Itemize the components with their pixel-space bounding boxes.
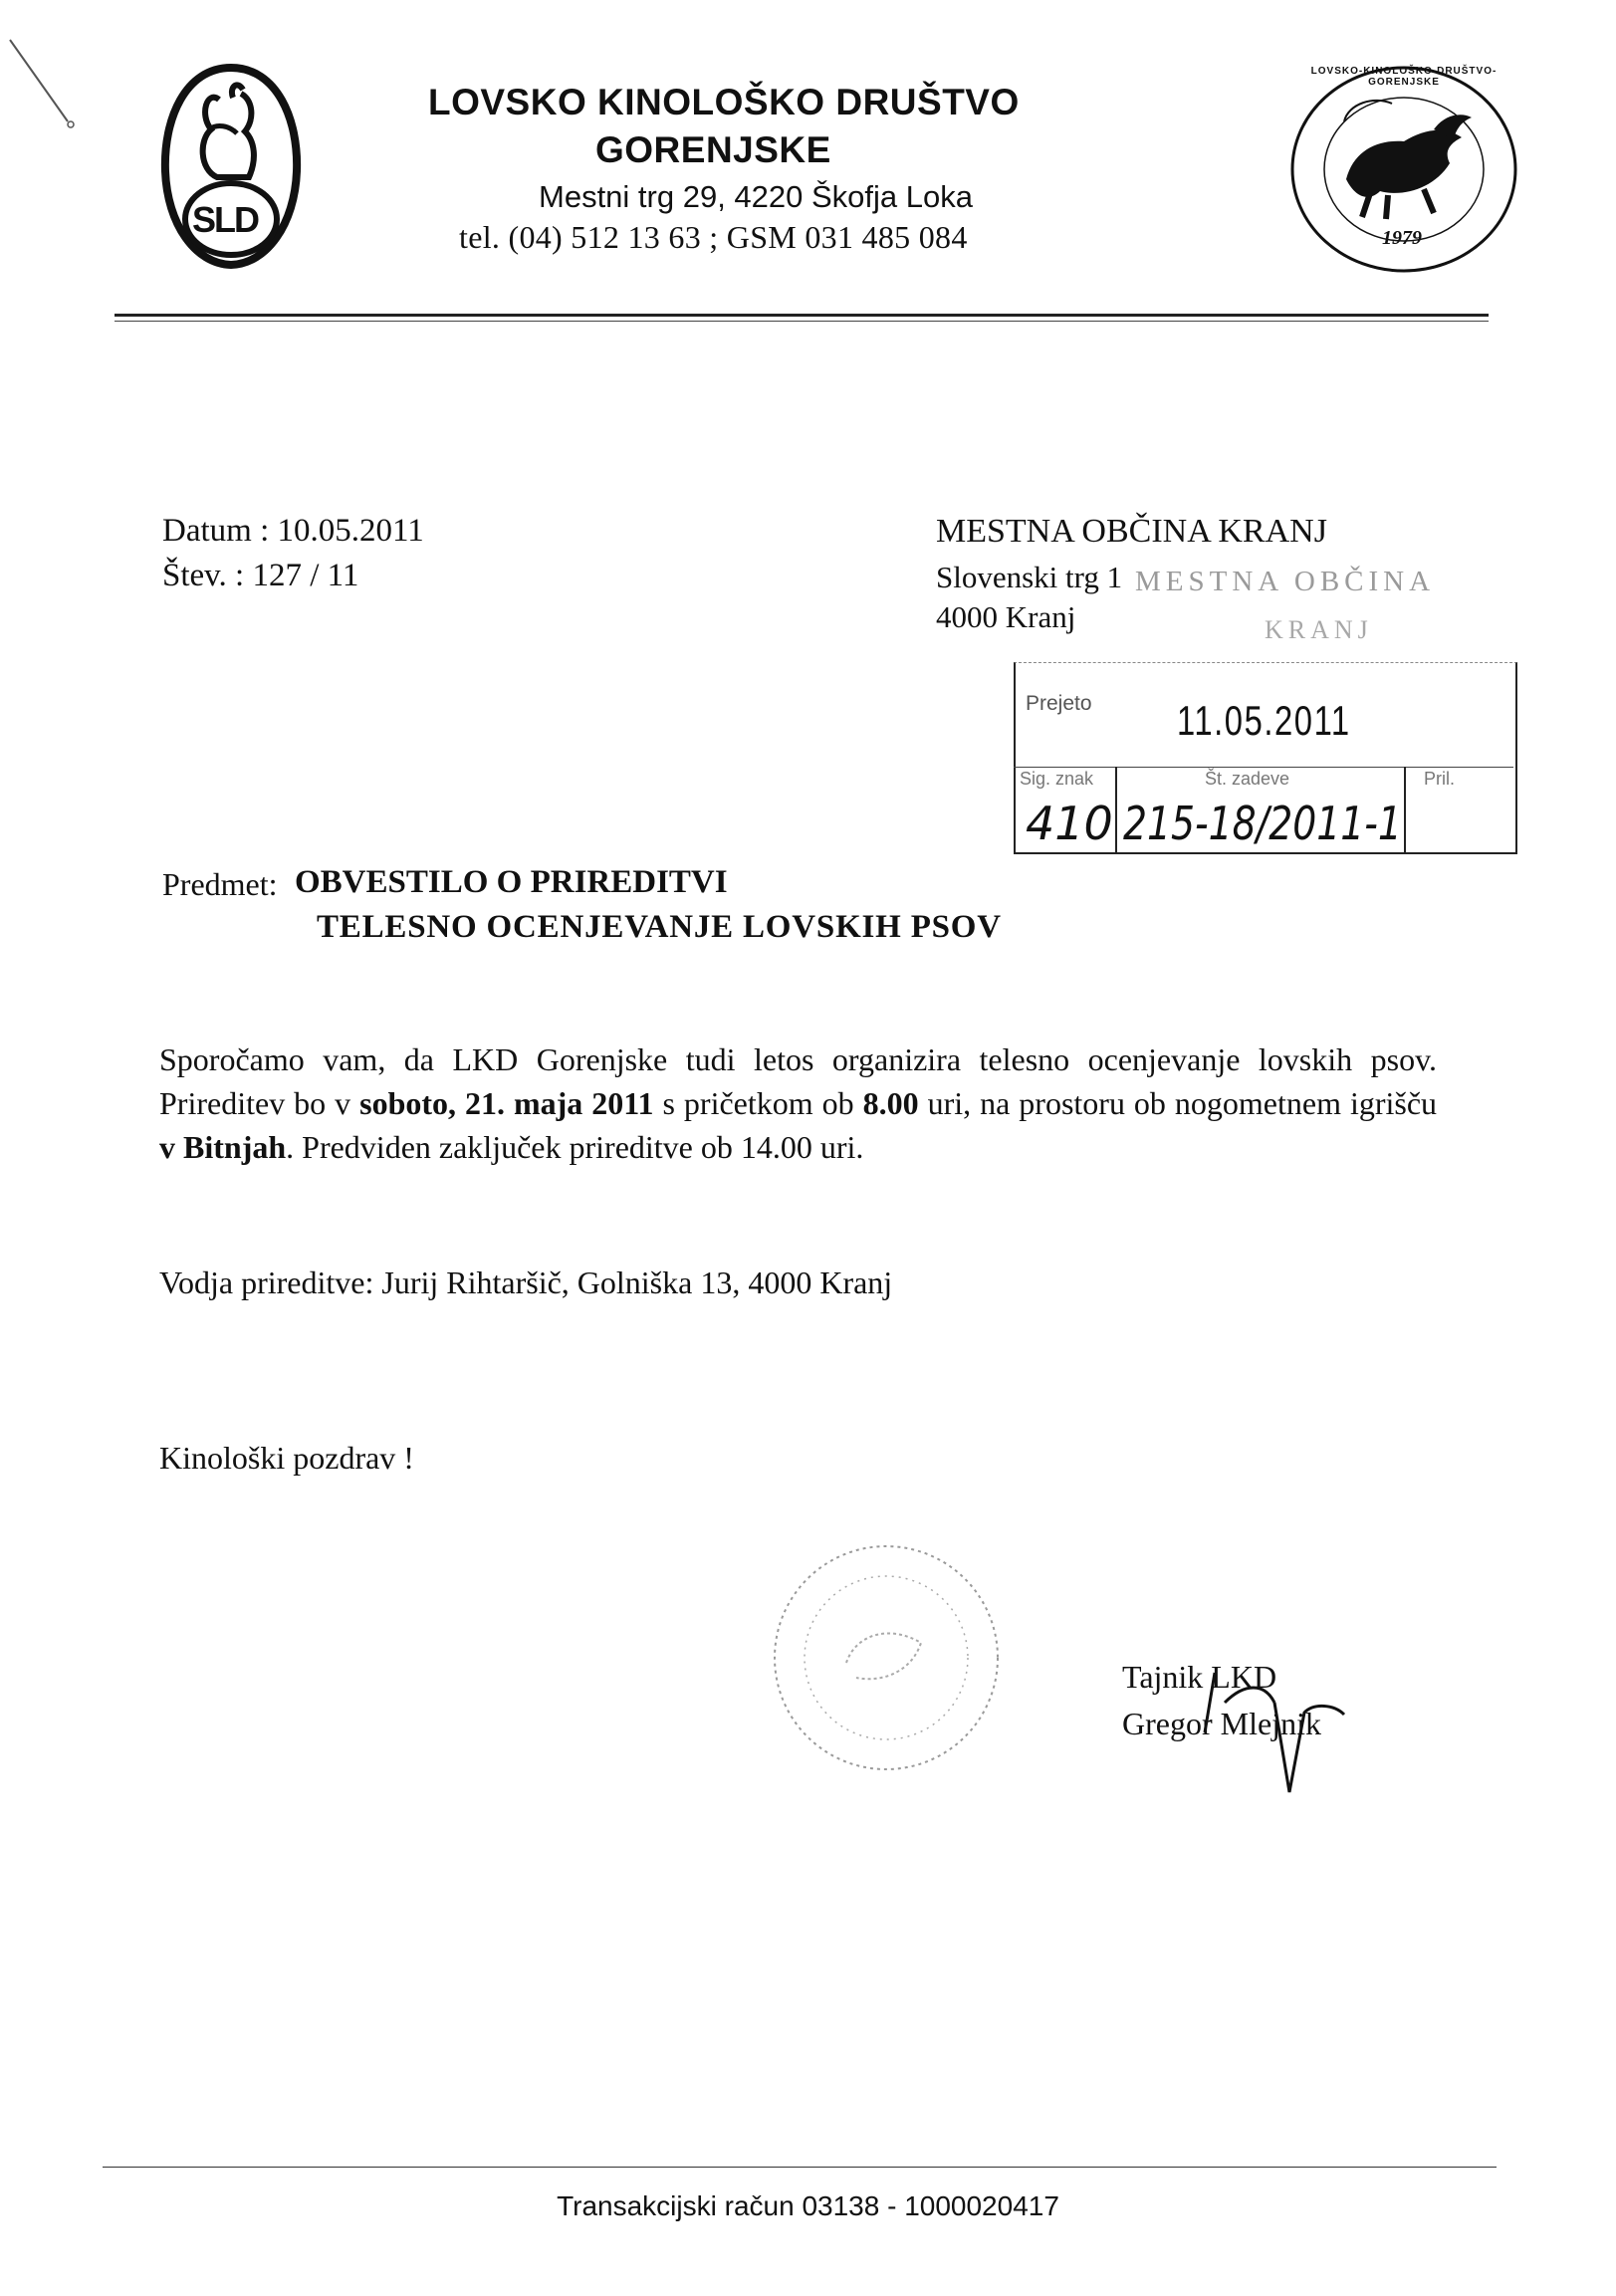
faint-round-stamp-icon [762,1533,1011,1782]
lkd-round-logo [1284,60,1523,279]
signature-name: Gregor Mlejnik [1122,1706,1321,1741]
received-date: 11.05.2011 [1177,697,1351,744]
subject-line2: TELESNO OCENJEVANJE LOVSKIH PSOV [317,909,1002,945]
received-label: Prejeto [1026,692,1092,715]
header-rule-thin [115,321,1489,322]
round-logo-ring-text: LOVSKO-KINOLOŠKO-DRUŠTVO-GORENJSKE [1310,66,1498,88]
org-name-line1: LOVSKO KINOLOŠKO DRUŠTVO [428,82,1020,122]
subject-label: Predmet: [162,866,278,902]
footer-rule [103,2167,1497,2168]
received-stamp-divider [1014,767,1513,768]
chamois-emblem-icon [159,60,304,274]
document-date: Datum : 10.05.2011 [162,513,424,549]
body-text-bold-time: 8.00 [862,1085,919,1121]
handwritten-signature-icon [1195,1643,1374,1812]
greeting: Kinološki pozdrav ! [159,1440,414,1476]
org-address: Mestni trg 29, 4220 Škofja Loka [539,179,973,214]
received-col1-label: Sig. znak [1020,769,1094,789]
org-name-line2: GORENJSKE [595,129,831,170]
round-logo-year: 1979 [1382,227,1422,249]
recipient-city: 4000 Kranj [936,599,1076,634]
body-text-bold-place: v Bitnjah [159,1129,287,1165]
received-stamp-col-line [1115,767,1117,853]
received-col1-handwritten: 410 [1026,797,1113,850]
body-text-run: s pričetkom ob [653,1085,863,1121]
recipient-name: MESTNA OBČINA KRANJ [936,513,1327,550]
received-col2-handwritten: 215-18/2011-1 [1123,797,1402,850]
body-text-run: . Predviden zaključek prireditve ob 14.00 uri. [286,1129,864,1165]
recipient-street: Slovenski trg 1 [936,560,1123,594]
document-number: Štev. : 127 / 11 [162,558,359,593]
faded-stamp-line1: MESTNA OBČINA [1135,566,1436,597]
signature-title: Tajnik LKD [1122,1659,1277,1695]
body-text-run: uri, na prostoru ob nogometnem igrišču [918,1085,1438,1121]
sld-logo [159,60,304,274]
org-phone: tel. (04) 512 13 63 ; GSM 031 485 084 [459,219,968,255]
received-col3-label: Pril. [1424,769,1455,789]
body-text-bold-date: soboto, 21. maja 2011 [359,1085,654,1121]
faded-stamp-line2: KRANJ [1265,615,1373,644]
subject-line1: OBVESTILO O PRIREDITVI [295,864,728,900]
sld-logo-text: SLD [192,199,258,240]
body-text-run: Sporočamo vam, da LKD Gorenjske tudi letos organizira telesno ocenjevanje lovskih psov. Prireditev bo v [159,1041,1437,1121]
event-leader: Vodja prireditve: Jurij Rihtaršič, Golniška 13, 4000 Kranj [159,1264,893,1300]
header-rule-thick [115,314,1489,317]
body-paragraph [159,1037,1437,1169]
bank-account: Transakcijski račun 03138 - 1000020417 [557,2190,1059,2221]
corner-pen-mark [0,0,90,129]
received-stamp-col-line [1404,767,1406,853]
received-col2-label: Št. zadeve [1205,769,1290,789]
